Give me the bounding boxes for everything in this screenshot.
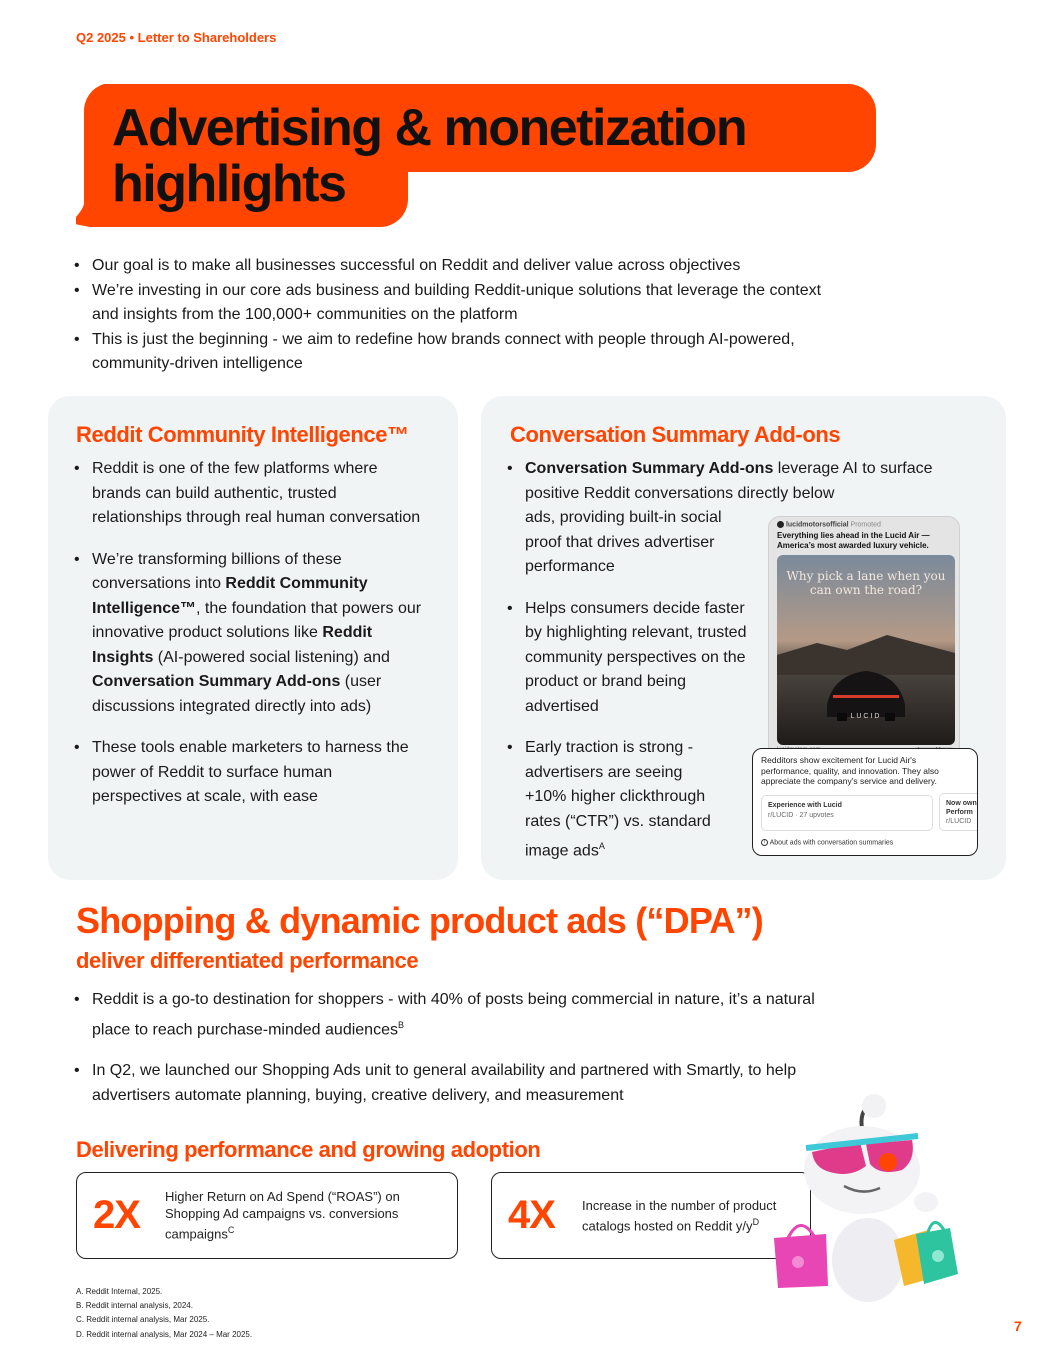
brand-logo: LUCID xyxy=(850,713,882,720)
footnote: C. Reddit internal analysis, Mar 2025. xyxy=(76,1315,210,1325)
stat-value: 4X xyxy=(508,1193,555,1237)
document-header: Q2 2025 • Letter to Shareholders xyxy=(76,30,277,45)
card-heading: Conversation Summary Add-ons xyxy=(510,422,841,447)
footnotes xyxy=(76,1285,252,1342)
card-bullet: • Reddit is one of the few platforms where brands can build authentic, trusted relationships through real human conversation xyxy=(74,457,426,531)
catalog-stat-box xyxy=(491,1172,811,1259)
conversation-chip[interactable]: Now own Perform r/LUCID xyxy=(939,793,978,831)
stat-description: Higher Return on Ad Spend (“ROAS”) on Shopping Ad campaigns vs. conversions campaigns$^C$ xyxy=(165,1189,400,1242)
ad-car-image xyxy=(777,555,955,745)
ad-account-line: lucidmotorsofficial Promoted xyxy=(777,521,881,528)
card-heading: Reddit Community Intelligence™ xyxy=(76,422,409,447)
summary-text: Redditors show excitement for Lucid Air's performance, quality, and innovation. They also appreciate the company's service and delivery. xyxy=(761,755,939,786)
card-bullet: • These tools enable marketers to harness the power of Reddit to surface human perspectives at scale, with ease xyxy=(74,736,426,810)
info-icon: i xyxy=(761,839,768,846)
shopping-section-title: Shopping & dynamic product ads (“DPA”) xyxy=(76,900,763,941)
page-title-line-1: Advertising & monetization xyxy=(112,99,747,157)
page-title-line-2: highlights xyxy=(112,155,346,213)
shopping-bullet: • Reddit is a go-to destination for shoppers - with 40% of posts being commercial in nature, it’s a natural place to reach purchase-minded audiences$^B$ xyxy=(74,988,854,1042)
stat-description: Increase in the number of product catalogs hosted on Reddit $y/y^D$ xyxy=(582,1197,777,1234)
card-bullet: • Early traction is strong - advertisers are seeing +10% higher clickthrough rates (“CTR”) vs. standard image ads$^A$ xyxy=(507,736,727,864)
community-intelligence-card xyxy=(48,396,458,880)
page-title xyxy=(112,100,746,212)
intro-bullet: • This is just the beginning - we aim to redefine how brands connect with people through AI-powered, community-driven intelligence xyxy=(74,328,834,377)
ad-headline: Everything lies ahead in the Lucid Air — America’s most awarded luxury vehicle. xyxy=(777,531,930,550)
avatar xyxy=(777,521,784,528)
footnote: B. Reddit internal analysis, 2024. xyxy=(76,1301,193,1311)
shopping-bullets xyxy=(74,988,854,1125)
summary-footer: i About ads with conversation summaries xyxy=(761,839,893,846)
footnote: D. Reddit internal analysis, Mar 2024 – Mar 2025. xyxy=(76,1329,253,1339)
intro-bullets xyxy=(74,254,834,377)
card-bullet: • Helps consumers decide faster by highlighting relevant, trusted community perspectives on the product or brand being advertised xyxy=(507,597,747,720)
ad-tagline: Why pick a lane when you can own the road? xyxy=(786,569,946,597)
intro-bullet: • We’re investing in our core ads business and building Reddit-unique solutions that leverage the context and insights from the 100,000+ communities on the platform xyxy=(74,279,834,328)
footnote: A. Reddit Internal, 2025. xyxy=(76,1287,163,1296)
snoo-mascot-illustration xyxy=(770,1090,970,1302)
ad-preview-mock xyxy=(768,516,960,760)
shopping-section-subtitle: deliver differentiated performance xyxy=(76,948,419,973)
card-bullets xyxy=(74,457,426,827)
conversation-summary-preview xyxy=(752,748,978,856)
performance-title: Delivering performance and growing adoption xyxy=(76,1137,541,1162)
stat-value: 2X xyxy=(93,1193,140,1237)
page-number: 7 xyxy=(1014,1318,1022,1334)
roas-stat-box xyxy=(76,1172,458,1259)
conversation-chip[interactable]: Experience with Lucid r/LUCID · 27 upvotes xyxy=(761,795,933,831)
intro-bullet: • Our goal is to make all businesses successful on Reddit and deliver value across objectives xyxy=(74,254,834,279)
card-bullet: • Conversation Summary Add-ons leverage AI to surface positive Reddit conversations directly below ads, providing built-in social proof that drives advertiser performance xyxy=(507,457,937,580)
shopping-bullet: • In Q2, we launched our Shopping Ads unit to general availability and partnered with Smartly, to help advertisers automate planning, buying, creative delivery, and measurement xyxy=(74,1059,854,1108)
card-bullet: • We’re transforming billions of these conversations into Reddit Community Intelligence™, the foundation that powers our innovative product solutions like Reddit Insights (AI-powered social listening) and Conversation Summary Add-ons (user discussions integrated directly into ads) xyxy=(74,548,426,720)
